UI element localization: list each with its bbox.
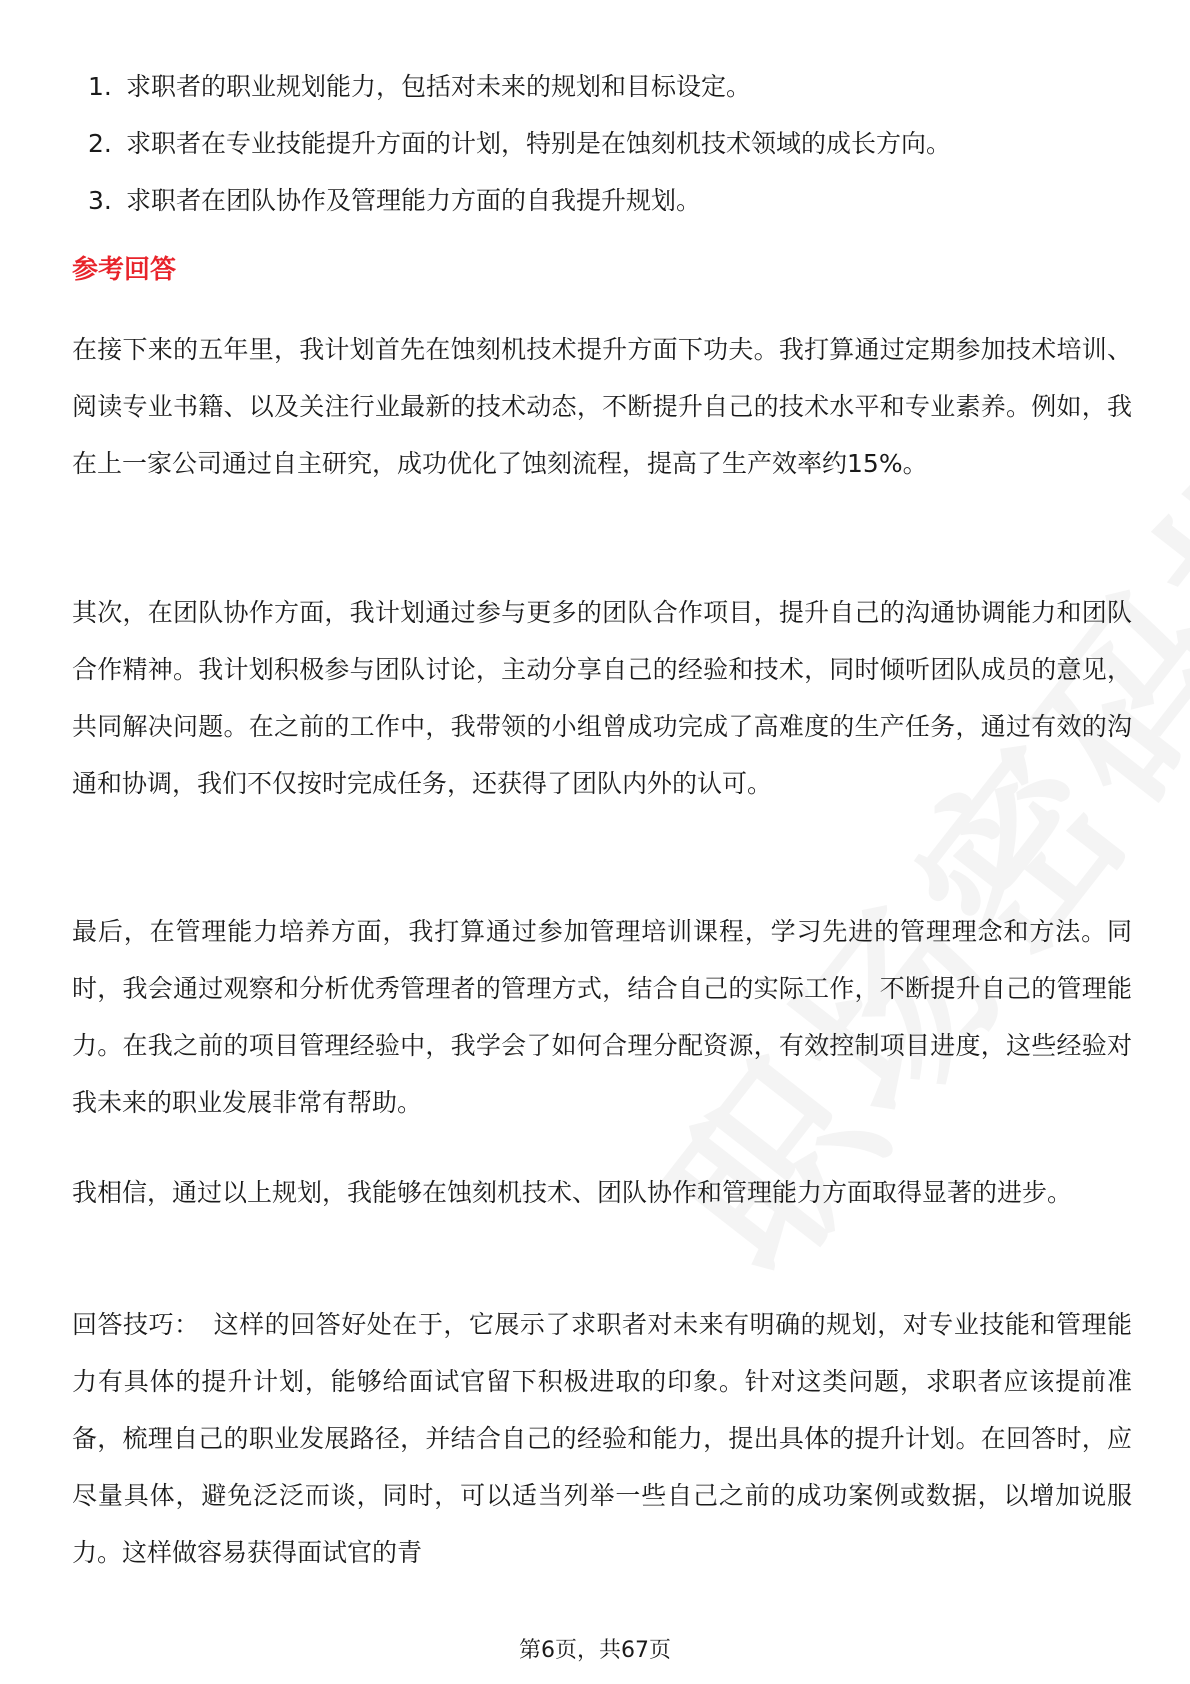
- reference-answer-heading: 参考回答: [72, 255, 177, 285]
- answer-paragraph: 最后，在管理能力培养方面，我打算通过参加管理培训课程，学习先进的管理理念和方法。同时，我会通过观察和分析优秀管理者的管理方式，结合自己的实际工作，不断提升自己的管理能力。在我之前的项目管理经验中，我学会了如何合理分配资源，有效控制项目进度，这些经验对我未来的职业发展非常有帮助。: [72, 917, 1132, 1117]
- answer-paragraph: 在接下来的五年里，我计划首先在蚀刻机技术提升方面下功夫。我打算通过定期参加技术培训、阅读专业书籍、以及关注行业最新的技术动态，不断提升自己的技术水平和专业素养。例如，我在上一家公司通过自主研究，成功优化了蚀刻流程，提高了生产效率约15%。: [72, 335, 1132, 478]
- list-item-text: 求职者的职业规划能力，包括对未来的规划和目标设定。: [126, 72, 752, 101]
- list-item-text: 求职者在专业技能提升方面的计划，特别是在蚀刻机技术领域的成长方向。: [126, 129, 952, 158]
- page-number-footer: 第6页，共67页: [519, 1638, 671, 1663]
- answer-tips-label: 回答技巧：: [72, 1310, 200, 1339]
- answer-tips-text: 这样的回答好处在于，它展示了求职者对未来有明确的规划，对专业技能和管理能力有具体的提升计划，能够给面试官留下积极进取的印象。针对这类问题，求职者应该提前准备，梳理自己的职业发展路径，并结合自己的经验和能力，提出具体的提升计划。在回答时，应尽量具体，避免泛泛而谈，同时，可以适当列举一些自己之前的成功案例或数据，以增加说服力。这样做容易获得面试官的青: [72, 1310, 1132, 1567]
- evaluation-criteria-list: [72, 58, 1132, 229]
- list-item-number: 2.: [88, 129, 112, 158]
- list-item-number: 1.: [88, 72, 112, 101]
- answer-paragraph: 我相信，通过以上规划，我能够在蚀刻机技术、团队协作和管理能力方面取得显著的进步。: [72, 1178, 1073, 1207]
- list-item: [72, 172, 1132, 229]
- answer-tips-paragraph: [72, 1296, 1132, 1581]
- list-item-text: 求职者在团队协作及管理能力方面的自我提升规划。: [126, 186, 702, 215]
- list-item: [72, 58, 1132, 115]
- list-item: [72, 115, 1132, 172]
- list-item-number: 3.: [88, 186, 112, 215]
- answer-paragraph: 其次，在团队协作方面，我计划通过参与更多的团队合作项目，提升自己的沟通协调能力和团队合作精神。我计划积极参与团队讨论，主动分享自己的经验和技术，同时倾听团队成员的意见，共同解决问题。在之前的工作中，我带领的小组曾成功完成了高难度的生产任务，通过有效的沟通和协调，我们不仅按时完成任务，还获得了团队内外的认可。: [72, 598, 1132, 798]
